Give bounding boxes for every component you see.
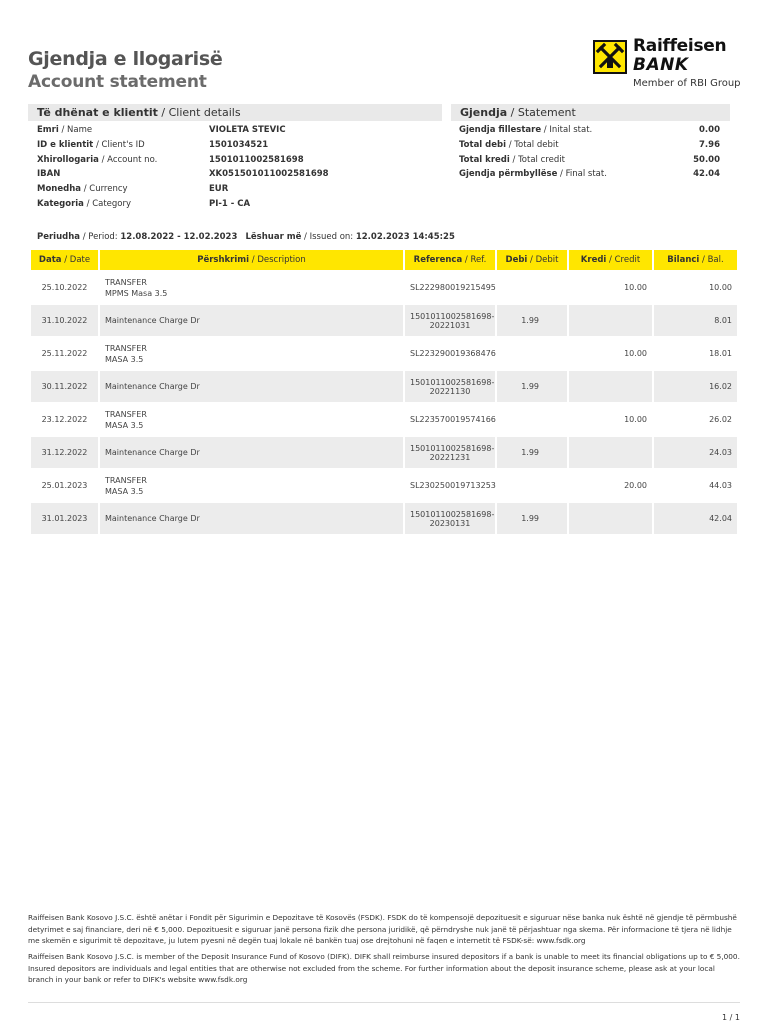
footer-disclaimer-sq: Raiffeisen Bank Kosovo J.S.C. është anëtar i Fondit për Sigurimin e Depozitave të Kosovës (FSDK). FSDK do të kompensojë depozituesit e siguruar nëse banka nuk është në gjendje të përmbushë detyrimet e saj financiare, deri në € 5,000. Depozituesit e siguruar janë persona fizik dhe persona juridikë, që përndryshe nuk janë të përjashtuar nga skema. Për informacione të tjera në lidhje me skemën e sigurimit të depozitave, ju lutem pyesni në degën tuaj lokale në bankën tuaj ose drejtohuni në faqen e internetit të FSDK-së: www.fsdk.org (28, 913, 737, 945)
table-row (31, 272, 737, 303)
client-value-name: VIOLETA STEVIC (209, 125, 286, 135)
cell-reference-line2: 20221130 (429, 386, 471, 396)
cell-balance: 16.02 (654, 371, 737, 402)
cell-description-line1: TRANSFER (105, 475, 147, 485)
cell-reference-line1: 1501011002581698- (410, 443, 495, 453)
logo-wordmark-line1: Raiffeisen (633, 36, 727, 56)
cell-reference (405, 437, 497, 468)
cell-balance: 8.01 (654, 305, 737, 336)
cell-reference-line1: SL222980019215495 (410, 283, 496, 292)
cell-date: 30.11.2022 (31, 371, 100, 402)
page-subtitle: Account statement (28, 72, 207, 92)
cell-balance: 26.02 (709, 415, 732, 424)
statement-value-initial: 0.00 (699, 125, 720, 135)
table-row (31, 503, 737, 534)
statement-value-total-credit: 50.00 (693, 155, 720, 165)
cell-reference (405, 404, 497, 435)
cell-reference-line1: 1501011002581698- (410, 377, 495, 387)
cell-description (100, 272, 405, 303)
cell-description (100, 437, 405, 468)
statement-label-final: Gjendja përmbyllëse / Final stat. (459, 169, 607, 179)
cell-reference-line1: SL223290019368476 (410, 349, 496, 358)
cell-description-line1: Maintenance Charge Dr (105, 382, 200, 391)
table-row (31, 404, 737, 435)
cell-description (100, 338, 405, 369)
client-value-id: 1501034521 (209, 140, 269, 150)
footer-disclaimer-en: Raiffeisen Bank Kosovo J.S.C. is member of the Deposit Insurance Fund of Kosovo (DIFK). DIFK shall reimburse insured depositors if a bank is unable to meet its financial obligations up to € 5,000. Insured depositors are individuals and legal entities that are otherwise not excluded from the scheme. For further information about the deposit insurance scheme, please ask at your local branch in your bank or refer to DIFK's website www.fsdk.org (28, 952, 740, 984)
table-header-row (31, 250, 737, 270)
statement-label-total-credit: Total kredi / Total credit (459, 155, 565, 165)
cell-credit: 10.00 (569, 404, 654, 435)
cell-reference (405, 371, 497, 402)
cell-description-line1: TRANSFER (105, 277, 147, 287)
table-row (31, 371, 737, 402)
cell-balance: 24.03 (654, 437, 737, 468)
cell-reference (405, 503, 497, 534)
cell-debit: 1.99 (497, 371, 569, 402)
column-header-description: Përshkrimi / Description (100, 250, 405, 270)
cell-balance: 18.01 (709, 349, 732, 358)
statement-label-total-debit: Total debi / Total debit (459, 140, 559, 150)
column-header-debit: Debi / Debit (497, 250, 569, 270)
cell-description-line1: TRANSFER (105, 409, 147, 419)
client-value-currency: EUR (209, 184, 229, 194)
cell-debit (497, 470, 569, 501)
cell-date: 31.12.2022 (31, 437, 100, 468)
cell-credit: 20.00 (569, 470, 654, 501)
cell-description-line1: Maintenance Charge Dr (105, 316, 200, 325)
cell-credit (569, 437, 654, 468)
cell-description-line1: Maintenance Charge Dr (105, 448, 200, 457)
client-label-currency: Monedha / Currency (37, 184, 128, 194)
cell-debit (497, 338, 569, 369)
cell-debit: 1.99 (497, 503, 569, 534)
cell-description-line2: MPMS Masa 3.5 (105, 288, 168, 298)
cell-date: 25.10.2022 (31, 272, 100, 303)
cell-reference (405, 305, 497, 336)
client-details-header (28, 104, 442, 121)
column-header-date: Data / Date (31, 250, 100, 270)
cell-credit (569, 503, 654, 534)
cell-debit: 1.99 (497, 305, 569, 336)
cell-date: 31.01.2023 (31, 503, 100, 534)
statement-value-total-debit: 7.96 (699, 140, 720, 150)
column-header-balance: Bilanci / Bal. (654, 250, 737, 270)
bank-logo (593, 36, 743, 92)
table-row (31, 437, 737, 468)
transactions-body (31, 270, 737, 534)
client-details-header-en: / Client details (157, 106, 241, 119)
statement-value-final: 42.04 (693, 169, 720, 179)
period-line: Periudha / Period: 12.08.2022 - 12.02.2023 Lëshuar më / Issued on: 12.02.2023 14:45:25 (37, 232, 455, 242)
client-label-account: Xhirollogaria / Account no. (37, 155, 158, 165)
cell-description-line1: Maintenance Charge Dr (105, 514, 200, 523)
table-row (31, 338, 737, 369)
period-value: 12.08.2022 - 12.02.2023 (120, 232, 238, 242)
client-value-category: PI-1 - CA (209, 199, 251, 209)
issued-value: 12.02.2023 14:45:25 (355, 232, 455, 242)
column-header-reference: Referenca / Ref. (405, 250, 497, 270)
logo-wordmark-line2: BANK (633, 55, 689, 75)
footer-divider (28, 1002, 740, 1003)
cell-credit: 10.00 (569, 272, 654, 303)
client-value-iban: XK051501011002581698 (209, 169, 329, 179)
cell-credit (569, 371, 654, 402)
statement-label-initial: Gjendja fillestare / Inital stat. (459, 125, 593, 135)
cell-description-line1: TRANSFER (105, 343, 147, 353)
cell-description (100, 371, 405, 402)
cell-debit (497, 272, 569, 303)
client-value-account: 1501011002581698 (209, 155, 304, 165)
cell-description-line2: MASA 3.5 (105, 420, 144, 430)
client-details-header-sq: Të dhënat e klientit (37, 106, 158, 119)
cell-date: 25.01.2023 (31, 470, 100, 501)
cell-credit: 10.00 (569, 338, 654, 369)
cell-date: 25.11.2022 (31, 338, 100, 369)
cell-reference-line2: 20221231 (429, 452, 471, 462)
client-label-category: Kategoria / Category (37, 199, 132, 209)
client-label-id: ID e klientit / Client's ID (37, 140, 145, 150)
cell-debit (497, 404, 569, 435)
cell-reference (405, 338, 497, 369)
page-number: 1 / 1 (722, 1013, 740, 1022)
cell-reference (405, 272, 497, 303)
cell-description-line2: MASA 3.5 (105, 486, 144, 496)
cell-reference-line1: SL230250019713253 (410, 481, 496, 490)
statement-header-en: / Statement (507, 106, 576, 119)
cell-description (100, 470, 405, 501)
logo-member-text: Member of RBI Group (633, 78, 741, 89)
cell-balance: 44.03 (709, 481, 732, 490)
cell-reference-line1: 1501011002581698- (410, 509, 495, 519)
cell-reference-line2: 20230131 (429, 518, 471, 528)
transactions-table (31, 250, 737, 534)
table-row (31, 470, 737, 501)
statement-header (451, 104, 730, 121)
cell-date: 31.10.2022 (31, 305, 100, 336)
raiffeisen-gable-icon (593, 40, 627, 74)
cell-description-line2: MASA 3.5 (105, 354, 144, 364)
cell-reference (405, 470, 497, 501)
cell-description (100, 305, 405, 336)
cell-description (100, 503, 405, 534)
cell-balance: 10.00 (709, 283, 732, 292)
page-title: Gjendja e llogarisë (28, 48, 223, 70)
client-label-name: Emri / Name (37, 125, 93, 135)
cell-date: 23.12.2022 (31, 404, 100, 435)
cell-description (100, 404, 405, 435)
table-row (31, 305, 737, 336)
cell-reference-line1: 1501011002581698- (410, 311, 495, 321)
statement-header-sq: Gjendja (460, 106, 508, 119)
cell-credit (569, 305, 654, 336)
client-label-iban: IBAN (37, 169, 61, 179)
cell-balance: 42.04 (654, 503, 737, 534)
cell-reference-line1: SL223570019574166 (410, 415, 496, 424)
column-header-credit: Kredi / Credit (569, 250, 654, 270)
cell-debit: 1.99 (497, 437, 569, 468)
cell-reference-line2: 20221031 (429, 320, 471, 330)
